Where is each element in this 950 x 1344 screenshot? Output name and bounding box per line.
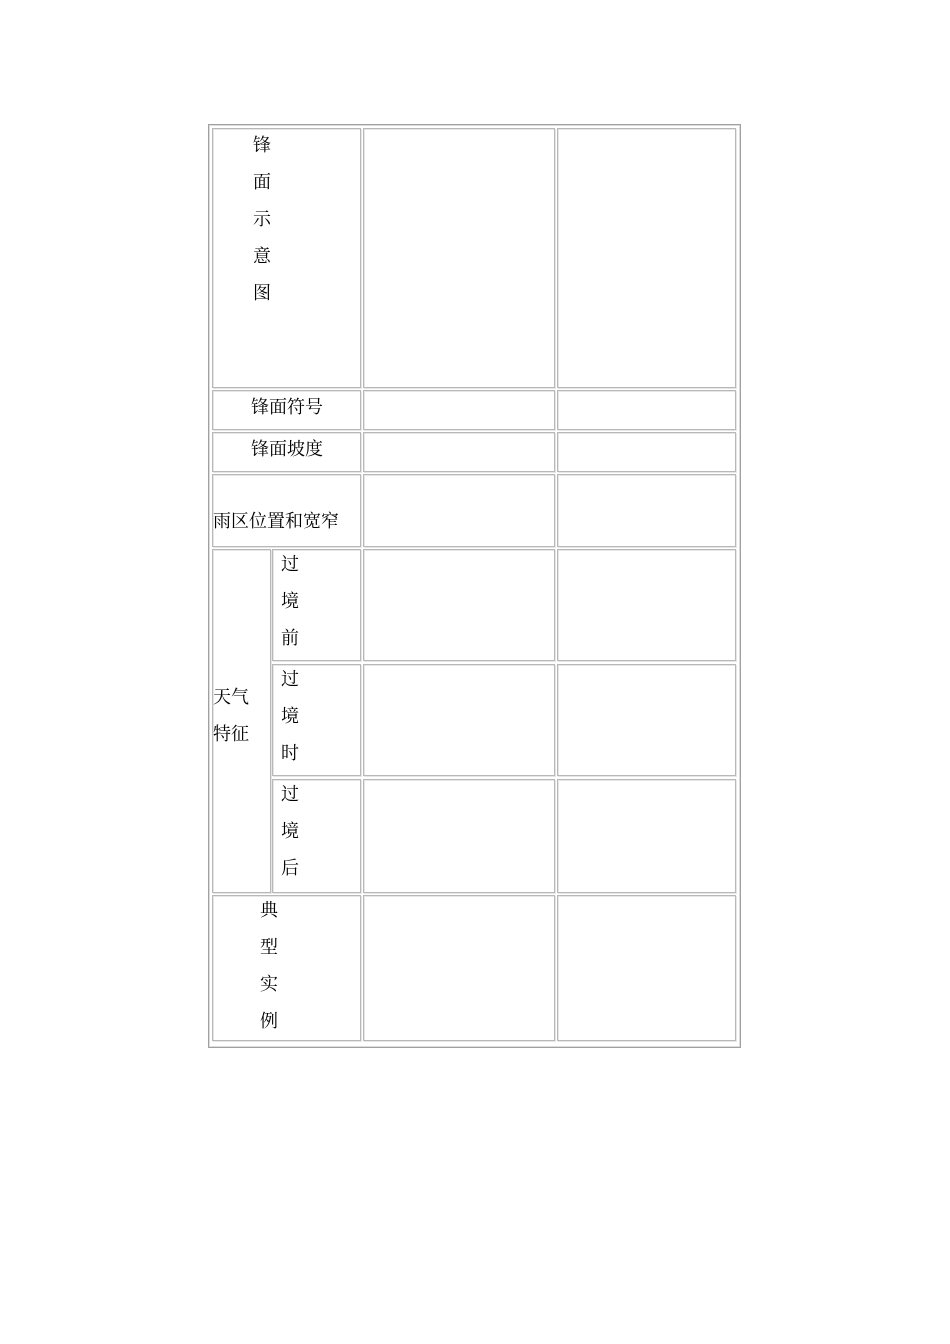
- row-front-symbol-col3: [557, 390, 736, 430]
- weather-after-char: 后: [281, 858, 299, 879]
- front-diagram-char: 图: [253, 283, 271, 304]
- weather-after-char: 境: [281, 821, 299, 842]
- example-label: [259, 892, 279, 1040]
- weather-during-char: 境: [281, 706, 299, 727]
- row-example-col2: [363, 895, 555, 1041]
- weather-during-label-cell: [272, 664, 361, 776]
- weather-during-col2: [363, 664, 555, 776]
- front-symbol-label: 锋面符号: [251, 397, 323, 418]
- row-rain-area-col2: [363, 474, 555, 547]
- row-front-slope-label-cell: [212, 432, 361, 472]
- weather-after-label-cell: [272, 779, 361, 893]
- weather-label-line2: 特征: [213, 724, 249, 745]
- row-rain-area-col3: [557, 474, 736, 547]
- weather-after-col3: [557, 779, 736, 893]
- weather-after-char: 过: [281, 784, 299, 805]
- front-slope-label: 锋面坡度: [251, 439, 323, 460]
- weather-before-char: 前: [281, 628, 299, 649]
- front-diagram-char: 示: [253, 209, 271, 230]
- row-example-col3: [557, 895, 736, 1041]
- weather-before-char: 过: [281, 554, 299, 575]
- row-front-slope-col2: [363, 432, 555, 472]
- comparison-table: [208, 124, 741, 1048]
- row-rain-area-label-cell: [212, 474, 361, 547]
- row-front-symbol-col2: [363, 390, 555, 430]
- weather-before-label-cell: [272, 549, 361, 661]
- front-diagram-label: [252, 127, 272, 312]
- front-diagram-char: 面: [253, 172, 271, 193]
- row-front-diagram-label-cell: [212, 128, 361, 388]
- weather-before-label: [280, 546, 300, 657]
- weather-during-col3: [557, 664, 736, 776]
- weather-during-label: [280, 661, 300, 772]
- row-front-symbol-label-cell: [212, 390, 361, 430]
- row-front-diagram-col3: [557, 128, 736, 388]
- rain-area-label: 雨区位置和宽窄: [213, 511, 339, 532]
- row-front-slope-col3: [557, 432, 736, 472]
- row-front-diagram-col2: [363, 128, 555, 388]
- weather-after-col2: [363, 779, 555, 893]
- row-example-label-cell: [212, 895, 361, 1041]
- weather-before-col2: [363, 549, 555, 661]
- example-char: 型: [260, 937, 278, 958]
- weather-after-label: [280, 776, 300, 887]
- weather-label-cell: [212, 549, 271, 893]
- weather-before-char: 境: [281, 591, 299, 612]
- weather-label-line1: 天气: [213, 687, 249, 708]
- front-diagram-char: 意: [253, 246, 271, 267]
- weather-during-char: 时: [281, 743, 299, 764]
- front-diagram-char: 锋: [253, 135, 271, 156]
- weather-during-char: 过: [281, 669, 299, 690]
- example-char: 典: [260, 900, 278, 921]
- weather-before-col3: [557, 549, 736, 661]
- example-char: 例: [260, 1011, 278, 1032]
- example-char: 实: [260, 974, 278, 995]
